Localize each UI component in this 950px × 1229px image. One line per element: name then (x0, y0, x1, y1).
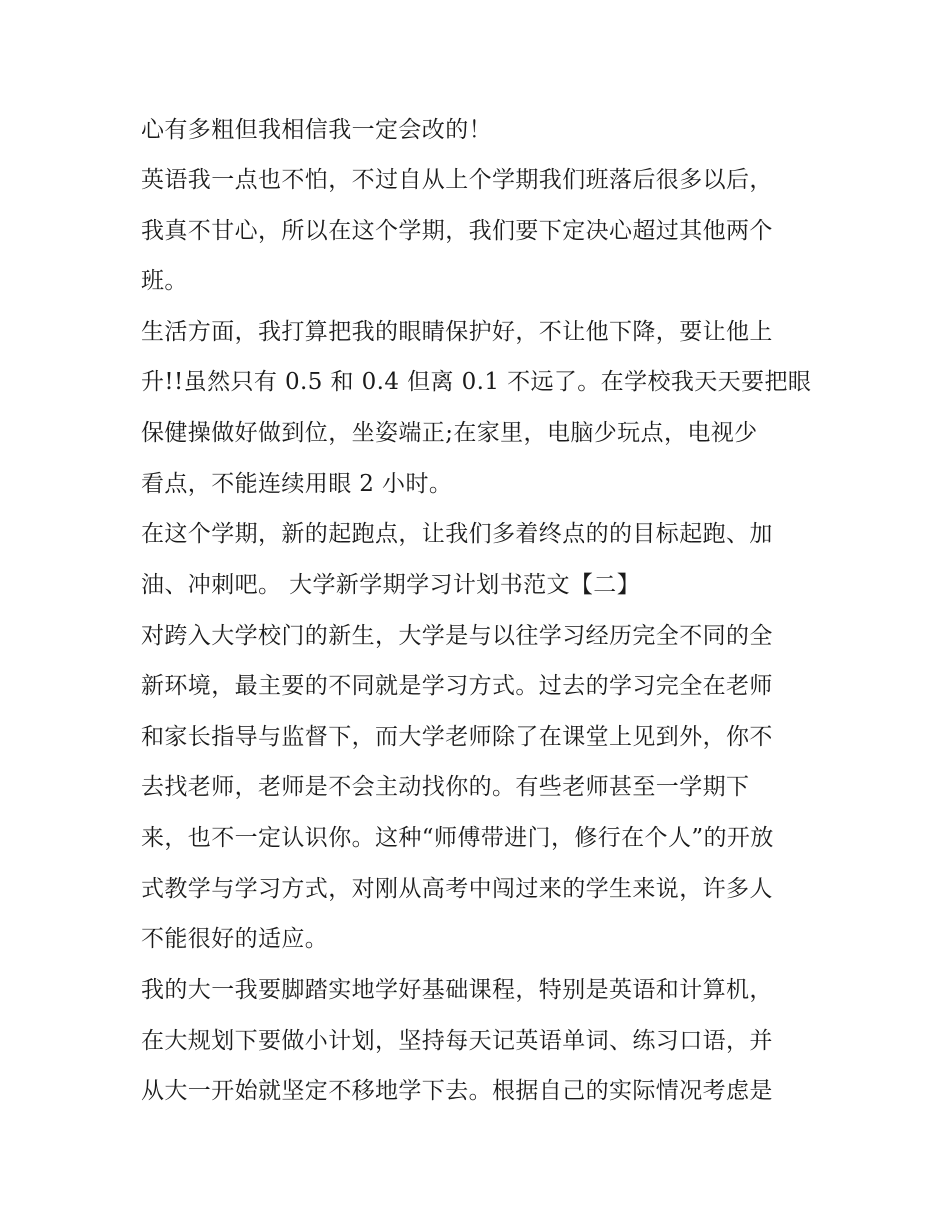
text-line: 在这个学期，新的起跑点，让我们多着终点的的目标起跑、加 (141, 521, 773, 547)
text-line: 对跨入大学校门的新生，大学是与以往学习经历完全不同的全 (141, 623, 773, 649)
text-line: 油、冲刺吧。 大学新学期学习计划书范文【二】 (141, 572, 641, 598)
text-line: 心有多粗但我相信我一定会改的！ (141, 117, 492, 143)
text-line: 英语我一点也不怕，不过自从上个学期我们班落后很多以后， (141, 167, 773, 193)
text-line: 生活方面，我打算把我的眼睛保护好，不让他下降，要让他上 (141, 319, 773, 345)
text-line: 我的大一我要脚踏实地学好基础课程，特别是英语和计算机， (141, 977, 773, 1003)
text-line: 不能很好的适应。 (141, 926, 329, 952)
text-line: 式教学与学习方式，对刚从高考中闯过来的学生来说，许多人 (141, 876, 773, 902)
text-line: 升!!虽然只有 0.5 和 0.4 但离 0.1 不远了。在学校我天天要把眼 (141, 369, 812, 395)
text-line: 班。 (141, 268, 188, 294)
text-line: 在大规划下要做小计划，坚持每天记英语单词、练习口语，并 (141, 1028, 773, 1054)
text-line: 我真不甘心，所以在这个学期，我们要下定决心超过其他两个 (141, 218, 773, 244)
text-line: 去找老师，老师是不会主动找你的。有些老师甚至一学期下 (141, 774, 750, 800)
text-line: 新环境，最主要的不同就是学习方式。过去的学习完全在老师 (141, 673, 773, 699)
text-line: 看点，不能连续用眼 2 小时。 (141, 471, 453, 497)
text-line: 和家长指导与监督下，而大学老师除了在课堂上见到外，你不 (141, 724, 773, 750)
text-line: 来，也不一定认识你。这种“师傅带进门，修行在个人”的开放 (141, 825, 774, 851)
text-line: 从大一开始就坚定不移地学下去。根据自己的实际情况考虑是 (141, 1078, 773, 1104)
text-line: 保健操做好做到位，坐姿端正;在家里，电脑少玩点，电视少 (141, 420, 758, 446)
